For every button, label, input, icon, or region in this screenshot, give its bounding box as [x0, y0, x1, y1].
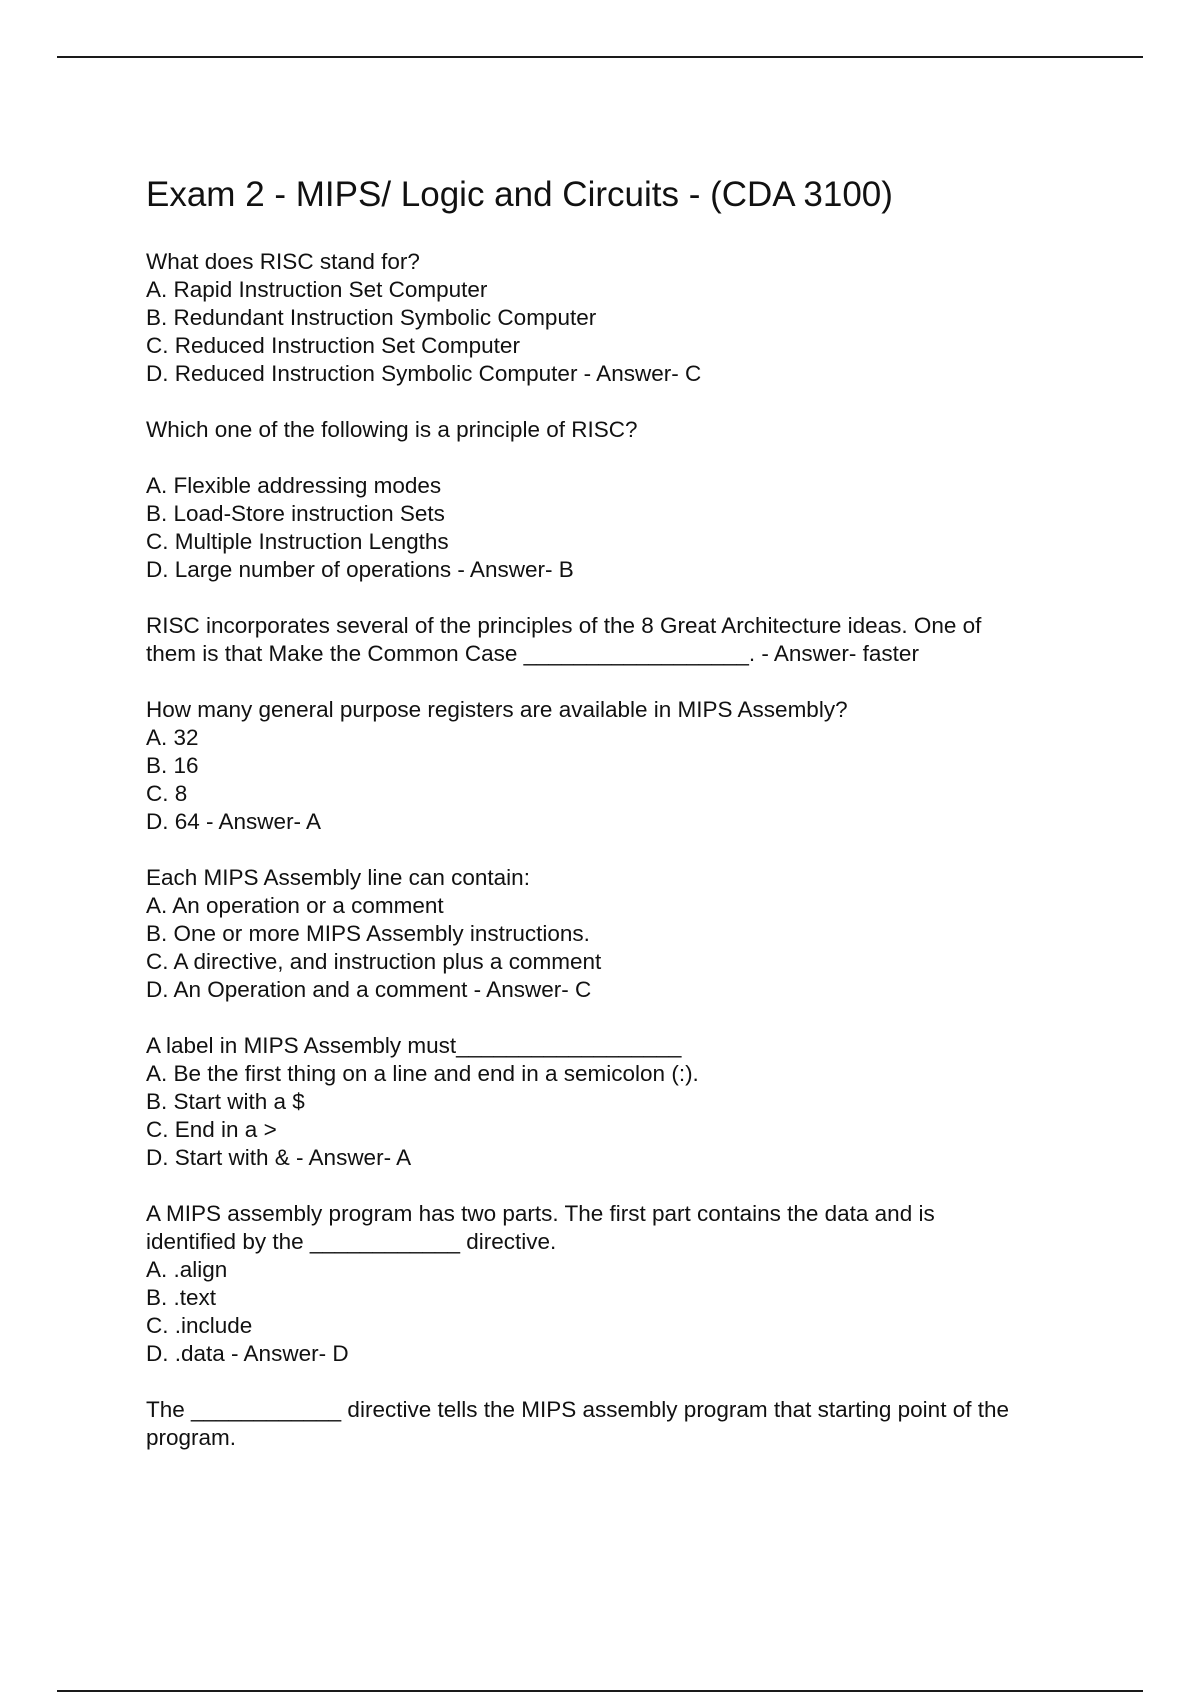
- answer-option: A. Be the first thing on a line and end in a semicolon (:).: [146, 1061, 699, 1086]
- answer-option: C. 8: [146, 781, 188, 806]
- question-block-data-directive: [146, 1200, 1096, 1368]
- question-text: The ____________ directive tells the MIPS assembly program that starting point of the: [146, 1397, 1009, 1422]
- footer-rule: [57, 1690, 1143, 1692]
- answer-option: B. Load-Store instruction Sets: [146, 501, 445, 526]
- answer-option: B. .text: [146, 1285, 217, 1310]
- answer-option: B. One or more MIPS Assembly instructions.: [146, 921, 590, 946]
- question-text: A MIPS assembly program has two parts. The first part contains the data and is: [146, 1201, 935, 1226]
- question-block-rics-acronym: [146, 248, 1096, 388]
- answer-option: A. An operation or a comment: [146, 893, 444, 918]
- question-block-label: [146, 1032, 1096, 1172]
- answer-option: A. Flexible addressing modes: [146, 473, 442, 498]
- answer-option: A. Rapid Instruction Set Computer: [146, 277, 488, 302]
- question-text: identified by the ____________ directive.: [146, 1229, 557, 1254]
- question-block-registers: [146, 696, 1096, 836]
- answer-option-with-answer: D. 64 - Answer- A: [146, 809, 322, 834]
- header-rule: [57, 56, 1143, 58]
- question-block-start-directive: [146, 1396, 1096, 1452]
- answer-option-with-answer: D. An Operation and a comment - Answer- C: [146, 977, 592, 1002]
- answer-option: A. 32: [146, 725, 199, 750]
- answer-option: C. Multiple Instruction Lengths: [146, 529, 449, 554]
- answer-option-with-answer: D. .data - Answer- D: [146, 1341, 349, 1366]
- answer-option-with-answer: D. Start with & - Answer- A: [146, 1145, 412, 1170]
- answer-option: B. Redundant Instruction Symbolic Computer: [146, 305, 597, 330]
- question-text-with-answer: them is that Make the Common Case __________________. - Answer- faster: [146, 641, 919, 666]
- question-text: What does RISC stand for?: [146, 249, 420, 274]
- page-title: Exam 2 - MIPS/ Logic and Circuits - (CDA 3100): [146, 175, 893, 214]
- answer-option: B. 16: [146, 753, 199, 778]
- question-block-assembly-line: [146, 864, 1096, 1004]
- question-text: Which one of the following is a principle of RISC?: [146, 417, 638, 442]
- question-text: Each MIPS Assembly line can contain:: [146, 865, 530, 890]
- answer-option: C. Reduced Instruction Set Computer: [146, 333, 520, 358]
- answer-option: C. .include: [146, 1313, 253, 1338]
- question-text: A label in MIPS Assembly must__________________: [146, 1033, 682, 1058]
- answer-option: C. End in a >: [146, 1117, 277, 1142]
- question-text: program.: [146, 1425, 237, 1450]
- answer-option-with-answer: D. Large number of operations - Answer- B: [146, 557, 574, 582]
- question-text: How many general purpose registers are available in MIPS Assembly?: [146, 697, 848, 722]
- answer-option: A. .align: [146, 1257, 228, 1282]
- answer-option-with-answer: D. Reduced Instruction Symbolic Computer - Answer- C: [146, 361, 702, 386]
- document-body: [146, 173, 1096, 1480]
- question-block-common-case: [146, 612, 1096, 668]
- answer-option: C. A directive, and instruction plus a comment: [146, 949, 602, 974]
- blank-line: [146, 444, 1096, 472]
- answer-option: B. Start with a $: [146, 1089, 305, 1114]
- question-text: RISC incorporates several of the principles of the 8 Great Architecture ideas. One of: [146, 613, 982, 638]
- question-block-risc-principle: [146, 416, 1096, 584]
